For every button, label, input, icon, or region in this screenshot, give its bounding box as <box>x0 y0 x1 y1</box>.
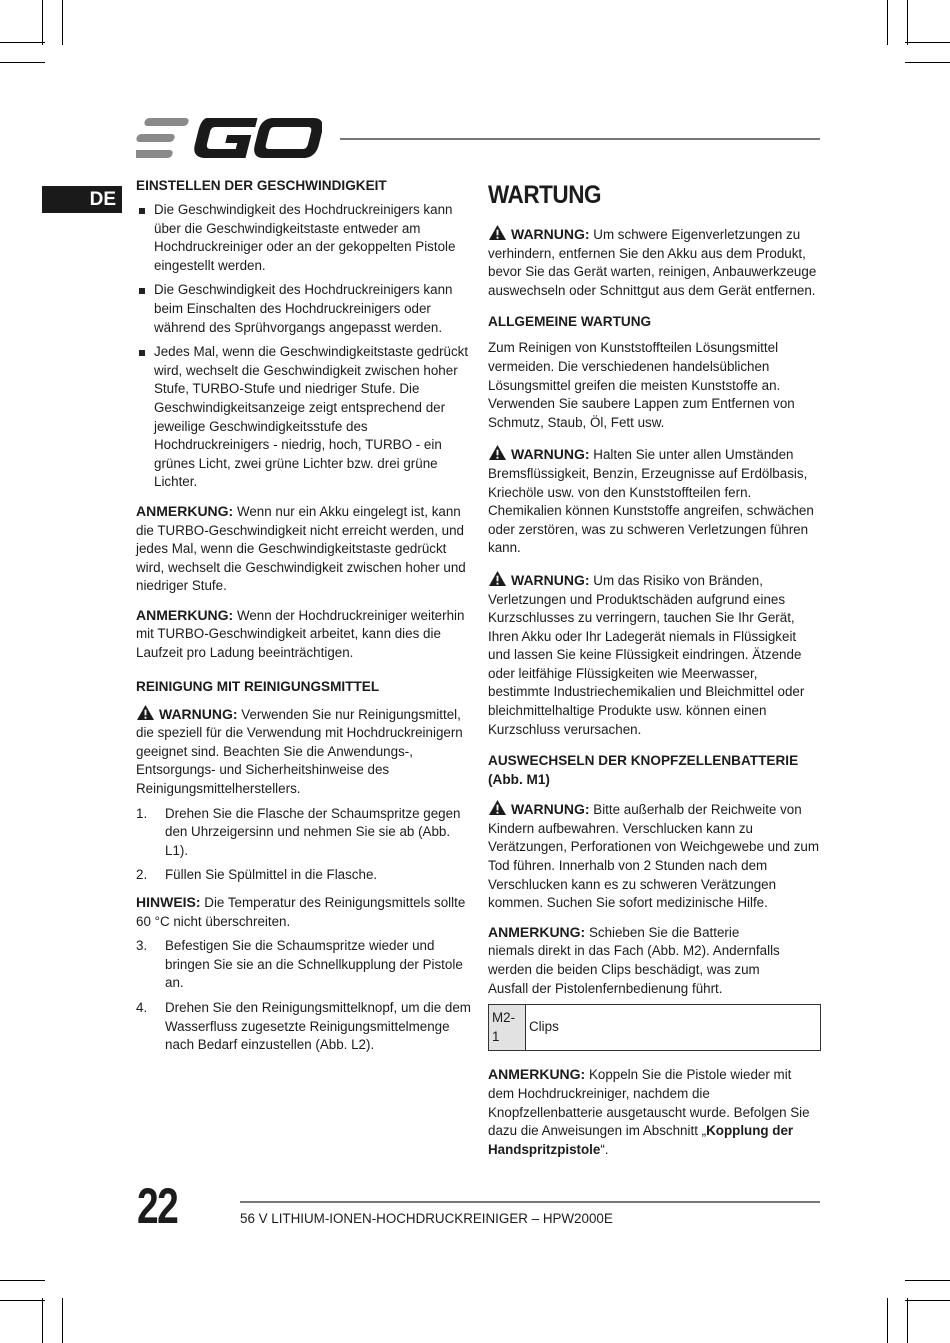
hint-paragraph <box>136 893 471 931</box>
crop-mark <box>887 1298 888 1343</box>
crop-mark <box>0 1280 45 1281</box>
warning-label: WARNUNG: <box>159 705 238 722</box>
warning-label: WARNUNG: <box>511 446 590 463</box>
note-label: ANMERKUNG: <box>488 1066 586 1083</box>
list-item <box>136 805 471 861</box>
warning-triangle-icon <box>488 224 507 241</box>
note-label: ANMERKUNG: <box>136 606 234 623</box>
warning-label: WARNUNG: <box>511 801 590 818</box>
list-item: Die Geschwindigkeit des Hochdruckreinigers kann über die Geschwindigkeitstaste entweder am Hochdruckreiniger oder an der gekoppelten Pistole eingestellt werden. <box>136 201 471 275</box>
note-label: ANMERKUNG: <box>136 502 234 519</box>
note-paragraph <box>488 923 821 998</box>
general-paragraph: Zum Reinigen von Kunststoffteilen Lösungsmittel vermeiden. Die verschiedenen handelsüblichen Lösungsmittel greifen die meisten Kunststoffe an. Verwenden Sie saubere Lappen zum Entfernen von Schmutz, Staub, Öl, Fett usw. <box>488 340 795 430</box>
language-tab: DE <box>42 186 122 213</box>
hint-label: HINWEIS: <box>136 894 201 910</box>
list-item <box>136 937 471 993</box>
note-text: Koppeln Sie die Pistole wieder mit dem Hochdruckreiniger, nachdem die Knopfzellenbatterie ausgetauscht wurde. Befolgen Sie dazu die Anweisungen im Abschnitt „ <box>488 1067 810 1139</box>
page-number: 22 <box>137 1178 178 1234</box>
header-rule <box>340 138 820 140</box>
note-paragraph <box>136 502 471 596</box>
warning-paragraph <box>488 444 821 558</box>
list-item <box>136 999 471 1055</box>
crop-mark <box>905 1280 950 1281</box>
table-cell-label: Clips <box>526 1005 821 1051</box>
warning-triangle-icon <box>136 704 155 721</box>
ego-logo <box>136 116 322 160</box>
warning-text: Um das Risiko von Bränden, Verletzungen und Produktschäden aufgrund eines Kurzschlusses zu verringern, tauchen Sie Ihr Gerät, Ihren Akku oder Ihr Ladegerät niemals in Flüssigkeit und lassen Sie keine Flüssigkeit eindringen. Ätzende oder leitfähige Flüssigkeiten wie Meerwasser, bestimmte Industriechemikalien und Bleichmittel oder bleichmittelhaltige Produkte usw. können einen Kurzschluss verursachen. <box>488 572 805 737</box>
speed-bullet-list <box>136 201 471 492</box>
crop-mark <box>0 1300 45 1301</box>
list-item <box>136 866 471 885</box>
warning-text: Bitte außerhalb der Reichweite von Kindern aufbewahren. Verschlucken kann zu Verätzungen, Perforationen von Weichgewebe und zum Tod führen. Innerhalb von 2 Stunden nach dem Verschlucken kann es zu schweren Verätzungen kommen. Suchen Sie sofort medizinische Hilfe. <box>488 802 820 911</box>
step-text: Drehen Sie den Reinigungsmittelknopf, um die dem Wasserfluss zugesetzte Reinigungsmittelmenge nach Bedarf einzustellen (Abb. L2). <box>165 999 471 1053</box>
steps-list <box>136 805 471 885</box>
step-text: Drehen Sie die Flasche der Schaumspritze gegen den Uhrzeigersinn und nehmen Sie sie ab (Abb. L1). <box>165 805 461 858</box>
speed-heading: EINSTELLEN DER GESCHWINDIGKEIT <box>136 178 387 193</box>
cleaning-heading: REINIGUNG MIT REINIGUNGSMITTEL <box>136 678 380 694</box>
warning-label: WARNUNG: <box>511 226 590 242</box>
steps-list <box>136 937 471 1055</box>
step-number: 2. <box>136 867 148 883</box>
table-cell-ref: M2-1 <box>489 1005 526 1051</box>
footer-product-title: 56 V LITHIUM-IONEN-HOCHDRUCKREINIGER – HPW2000E <box>240 1211 613 1226</box>
crop-mark <box>62 0 63 45</box>
crop-mark <box>42 0 43 45</box>
warning-label: WARNUNG: <box>511 571 590 588</box>
note-paragraph <box>488 1065 821 1159</box>
step-number: 1. <box>136 805 148 821</box>
warning-triangle-icon <box>488 444 507 461</box>
right-column <box>488 176 821 1169</box>
crop-mark <box>0 62 45 63</box>
crop-mark <box>62 1298 63 1343</box>
note-label: ANMERKUNG: <box>488 923 586 940</box>
warning-paragraph <box>488 224 821 300</box>
crop-mark <box>905 62 950 63</box>
crop-mark <box>905 1300 950 1301</box>
left-column <box>136 176 471 1063</box>
crop-mark <box>907 0 908 45</box>
warning-text: Verwenden Sie nur Reinigungsmittel, die speziell für die Verwendung mit Hochdruckreinigern geeignet sind. Beachten Sie die Anwendungs-, Entsorgungs- und Sicherheitshinweise des Reinigungsmittelherstellers. <box>136 706 463 797</box>
step-text: Füllen Sie Spülmittel in die Flasche. <box>165 867 378 883</box>
warning-text: Um schwere Eigenverletzungen zu verhindern, entfernen Sie den Akku aus dem Produkt, bevor Sie das Gerät warten, reinigen, Anbauwerkzeuge auswechseln oder Schnittgut aus dem Gerät entfernen. <box>488 227 817 298</box>
warning-paragraph <box>136 704 471 799</box>
maintenance-heading: WARTUNG <box>488 181 602 209</box>
warning-paragraph <box>488 799 821 913</box>
crop-mark <box>907 1298 908 1343</box>
reference-table <box>488 1004 821 1051</box>
general-maintenance-heading: ALLGEMEINE WARTUNG <box>488 314 652 330</box>
hint-text: Die Temperatur des Reinigungsmittels sollte 60 °C nicht überschreiten. <box>136 895 466 929</box>
footer-rule <box>240 1201 820 1203</box>
battery-heading: AUSWECHSELN DER KNOPFZELLENBATTERIE (Abb. M1) <box>488 753 799 788</box>
table-row <box>489 1005 821 1051</box>
note-text: Schieben Sie die Batterie niemals direkt in das Fach (Abb. M2). Andernfalls werden die beiden Clips beschädigt, was zum Ausfall der Pistolenfernbedienung führt. <box>488 924 780 996</box>
warning-triangle-icon <box>488 799 507 816</box>
step-number: 3. <box>136 938 148 954</box>
warning-triangle-icon <box>488 570 507 587</box>
warning-paragraph <box>488 570 821 739</box>
step-text: Befestigen Sie die Schaumspritze wieder und bringen Sie sie an die Schnellkupplung der Pistole an. <box>165 938 463 991</box>
section-reference: Kopplung der Handspritzpistole <box>488 1123 794 1157</box>
list-item: Die Geschwindigkeit des Hochdruckreinigers kann beim Einschalten des Hochdruckreinigers oder während des Sprühvorgangs angepasst werden. <box>136 281 471 337</box>
crop-mark <box>905 42 950 43</box>
list-item: Jedes Mal, wenn die Geschwindigkeitstaste gedrückt wird, wechselt die Geschwindigkeit zwischen hoher Stufe, TURBO-Stufe und niedriger Stufe. Die Geschwindigkeitsanzeige zeigt entsprechend der jeweilige Geschwindigkeitsstufe des Hochdruckreinigers - niedrig, hoch, TURBO - ein grünes Licht, zwei grüne Lichter bzw. drei grüne Lichter. <box>136 343 471 492</box>
note-text: Wenn nur ein Akku eingelegt ist, kann die TURBO-Geschwindigkeit nicht erreicht werden, und jedes Mal, wenn die Geschwindigkeitstaste gedrückt wird, wechselt die Geschwindigkeit zwischen hoher und niedriger Stufe. <box>136 503 466 594</box>
warning-text: Halten Sie unter allen Umständen Bremsflüssigkeit, Benzin, Erzeugnisse auf Erdölbasis, Kriechöle usw. von den Kunststoffteilen fern. Chemikalien können Kunststoffe angreifen, schwächen oder zerstören, was zu schweren Verletzungen führen kann. <box>488 447 814 556</box>
note-text: Wenn der Hochdruckreiniger weiterhin mit TURBO-Geschwindigkeit arbeitet, kann dies die Laufzeit pro Ladung beeinträchtigen. <box>136 607 465 661</box>
note-text-end: “. <box>600 1141 609 1157</box>
note-paragraph <box>136 606 471 663</box>
crop-mark <box>42 1298 43 1343</box>
crop-mark <box>887 0 888 45</box>
crop-mark <box>0 42 45 43</box>
step-number: 4. <box>136 999 148 1015</box>
